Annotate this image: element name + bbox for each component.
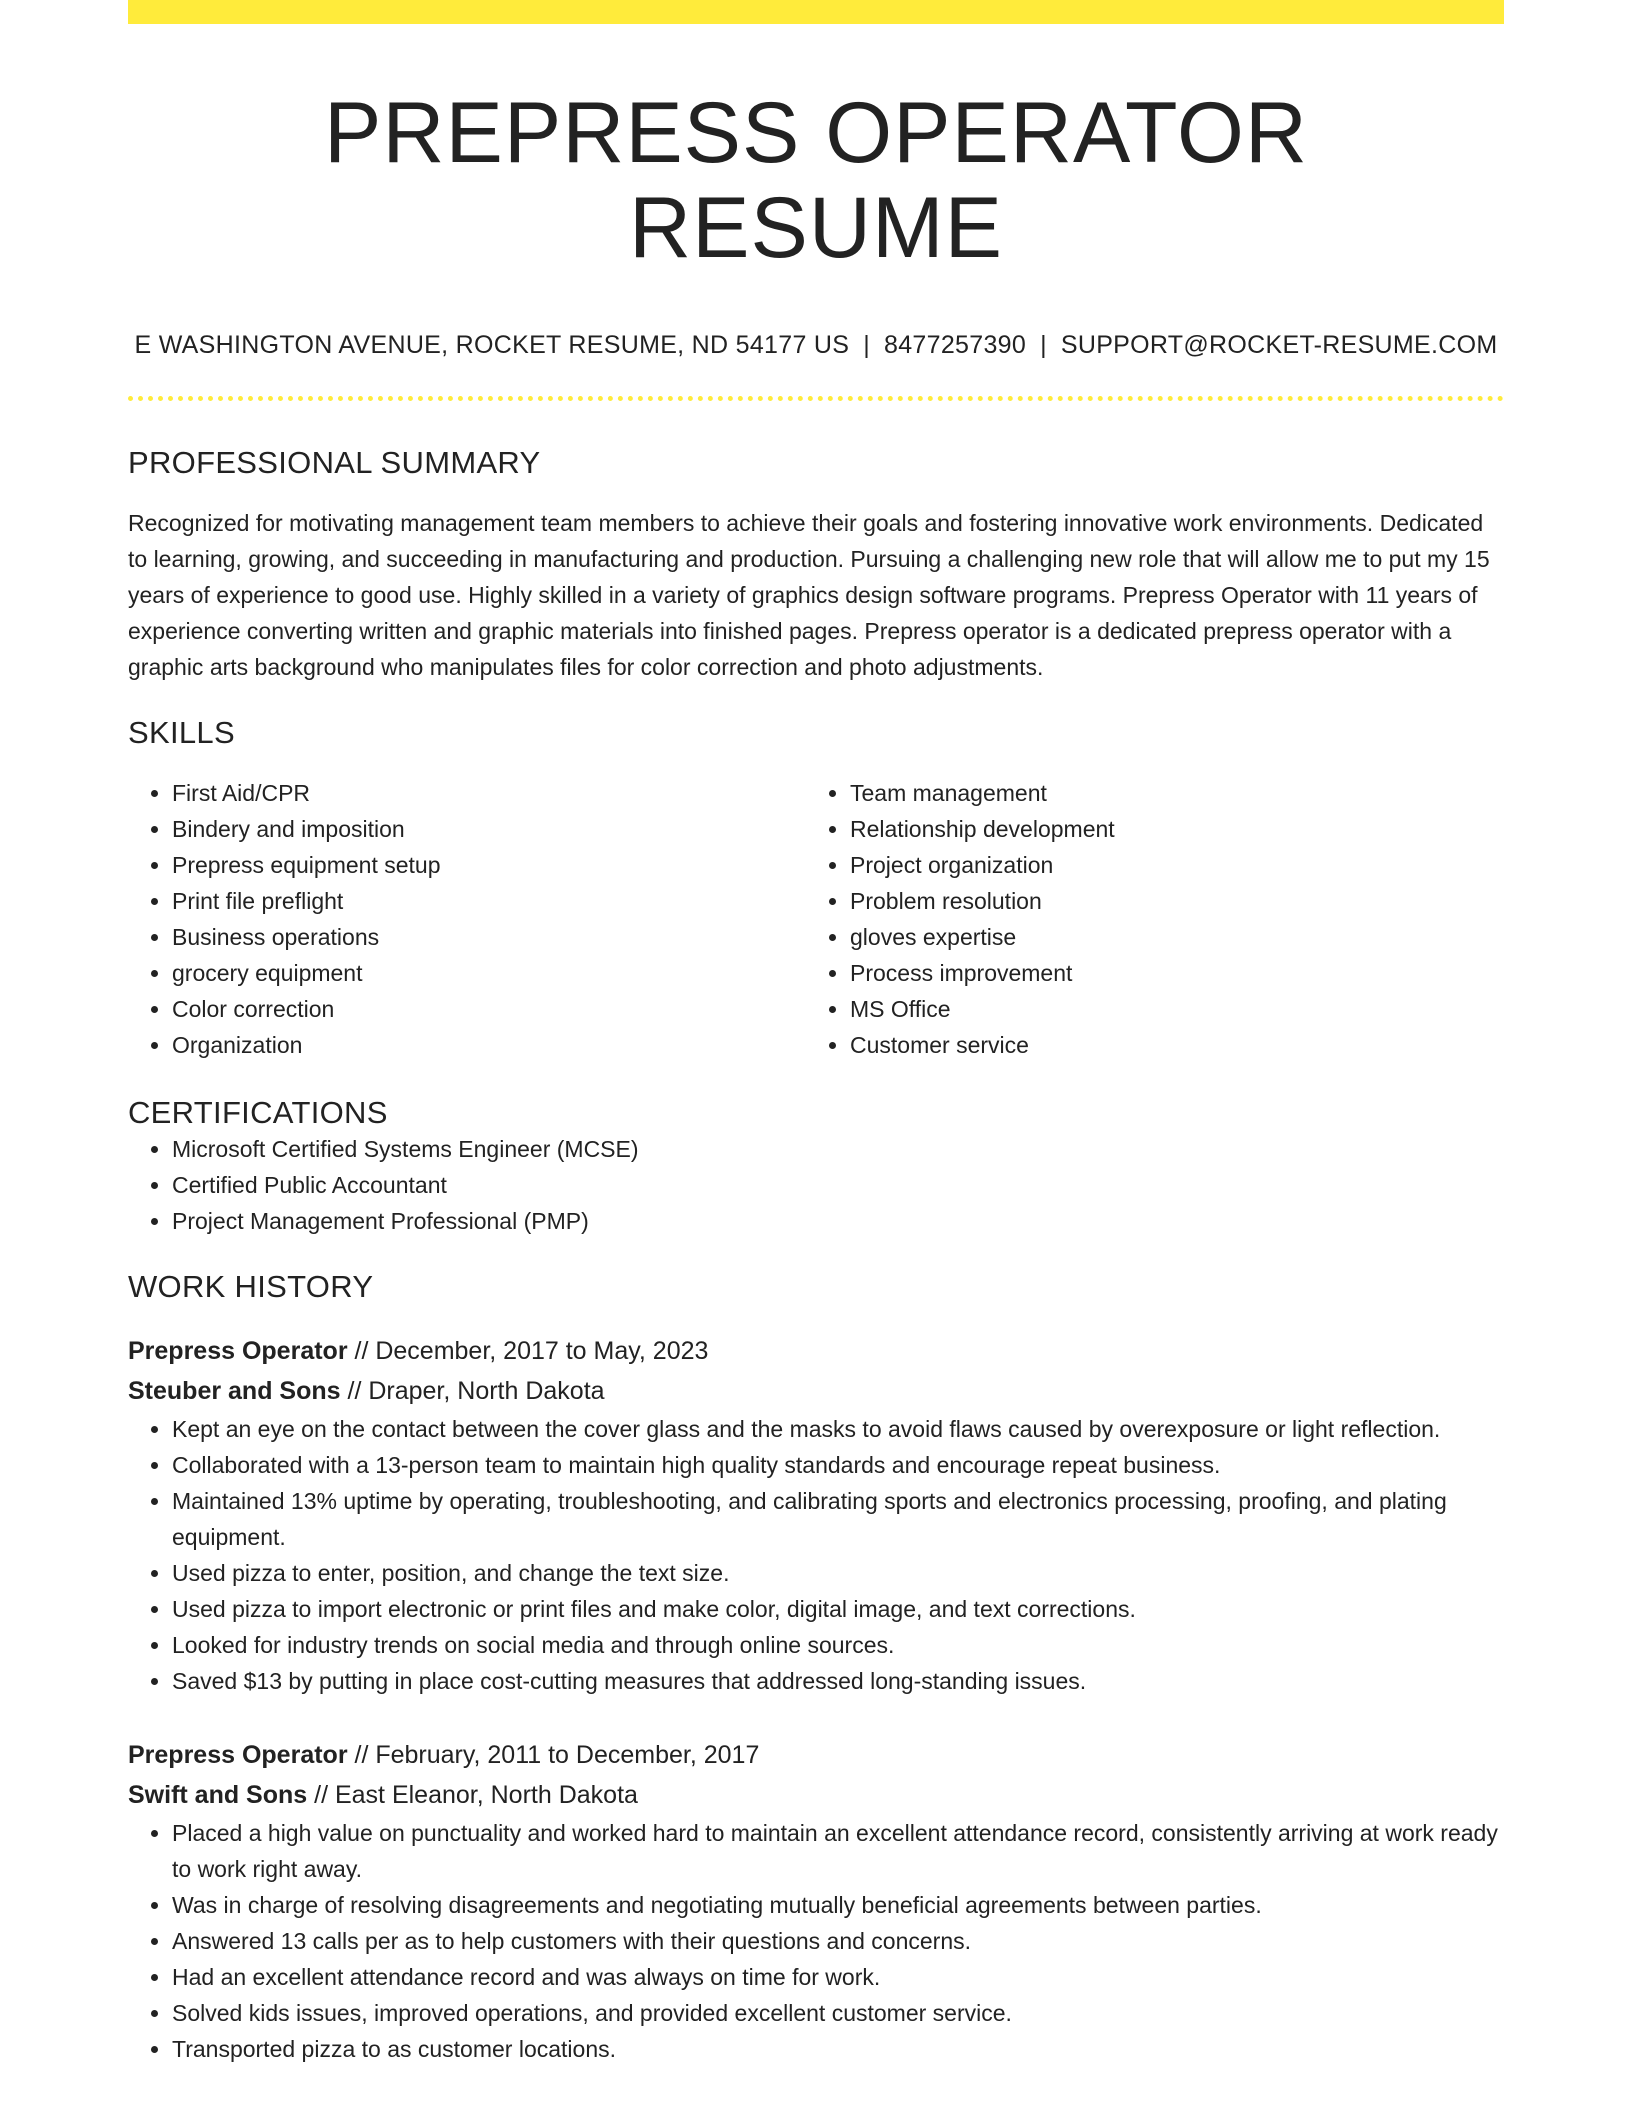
job-dates: // December, 2017 to May, 2023 [347,1337,709,1366]
top-accent-bar [128,0,1504,24]
skill-item: • grocery equipment [172,955,806,991]
summary-heading: PROFESSIONAL SUMMARY [128,445,541,481]
skills-heading: SKILLS [128,715,235,751]
job-bullet: • Looked for industry trends on social media and through online sources. [172,1627,1504,1663]
job-location: // East Eleanor, North Dakota [307,1781,638,1810]
job-bullet: • Had an excellent attendance record and was always on time for work. [172,1959,1504,1995]
certification-item: • Certified Public Accountant [172,1167,1504,1203]
contact-separator: | [863,331,871,360]
skill-item: • Problem resolution [850,883,1484,919]
job-entry [128,1331,1504,1699]
job-bullet: • Used pizza to enter, position, and change the text size. [172,1555,1504,1591]
resume-title: PREPRESS OPERATOR RESUME [324,85,1308,276]
skill-item: • Team management [850,775,1484,811]
job-bullet: • Transported pizza to as customer locations. [172,2031,1504,2067]
job-title-line [128,1331,1504,1371]
job-company-line [128,1775,1504,1815]
skill-item: • Organization [172,1027,806,1063]
skill-item: • Print file preflight [172,883,806,919]
certifications-list [128,1131,1504,1239]
job-title: Prepress Operator [128,1741,348,1770]
skill-item: • Color correction [172,991,806,1027]
job-bullet: • Placed a high value on punctuality and worked hard to maintain an excellent attendance record, consistently arriving at work ready to work right away. [172,1815,1504,1887]
skills-list-left [128,775,806,1063]
skill-item: • Process improvement [850,955,1484,991]
certifications-heading: CERTIFICATIONS [128,1095,388,1131]
skill-item: • gloves expertise [850,919,1484,955]
job-bullet: • Saved $13 by putting in place cost-cutting measures that addressed long-standing issues. [172,1663,1504,1699]
skills-list-right [806,775,1484,1063]
job-dates: // February, 2011 to December, 2017 [347,1741,760,1770]
job-bullet: • Maintained 13% uptime by operating, troubleshooting, and calibrating sports and electronics processing, proofing, and plating equipment. [172,1483,1504,1555]
job-bullet-list [128,1815,1504,2067]
job-bullet: • Answered 13 calls per as to help customers with their questions and concerns. [172,1923,1504,1959]
skill-item: • Business operations [172,919,806,955]
skills-column-right [806,775,1484,1063]
skill-item: • Relationship development [850,811,1484,847]
summary-text: Recognized for motivating management team members to achieve their goals and fostering innovative work environments. Dedicated to learning, growing, and succeeding in manufacturing and production. Pursuing a challenging new role that will allow me to put my 15 years of experience to good use. Highly skilled in a variety of graphics design software programs. Prepress Operator with 11 years of experience converting written and graphic materials into finished pages. Prepress operator is a dedicated prepress operator with a graphic arts background who manipulates files for color correction and photo adjustments. [128,510,1490,681]
work-history-heading: WORK HISTORY [128,1269,374,1305]
certification-item: • Microsoft Certified Systems Engineer (MCSE) [172,1131,1504,1167]
job-bullet: • Was in charge of resolving disagreements and negotiating mutually beneficial agreements between parties. [172,1887,1504,1923]
contact-line [128,331,1504,360]
job-location: // Draper, North Dakota [340,1377,605,1406]
job-bullet: • Used pizza to import electronic or print files and make color, digital image, and text corrections. [172,1591,1504,1627]
job-title-line [128,1735,1504,1775]
skill-item: • First Aid/CPR [172,775,806,811]
skills-column-left [128,775,806,1063]
dotted-divider [128,396,1504,401]
job-company-line [128,1371,1504,1411]
job-title: Prepress Operator [128,1337,348,1366]
resume-page [128,0,1504,2067]
job-bullet-list [128,1411,1504,1699]
contact-separator: | [1040,331,1047,360]
skills-grid [128,775,1504,1063]
skill-item: • MS Office [850,991,1484,1027]
contact-email: SUPPORT@ROCKET-RESUME.COM [1060,331,1498,360]
skill-item: • Customer service [850,1027,1484,1063]
contact-phone: 8477257390 [884,331,1027,360]
contact-address: E WASHINGTON AVENUE, ROCKET RESUME, ND 54177 US [134,331,850,360]
skill-item: • Bindery and imposition [172,811,806,847]
skill-item: • Project organization [850,847,1484,883]
skill-item: • Prepress equipment setup [172,847,806,883]
job-bullet: • Collaborated with a 13-person team to maintain high quality standards and encourage repeat business. [172,1447,1504,1483]
job-company: Steuber and Sons [128,1377,341,1406]
job-bullet: • Kept an eye on the contact between the cover glass and the masks to avoid flaws caused by overexposure or light reflection. [172,1411,1504,1447]
certification-item: • Project Management Professional (PMP) [172,1203,1504,1239]
job-company: Swift and Sons [128,1781,308,1810]
job-bullet: • Solved kids issues, improved operations, and provided excellent customer service. [172,1995,1504,2031]
job-entry [128,1735,1504,2067]
